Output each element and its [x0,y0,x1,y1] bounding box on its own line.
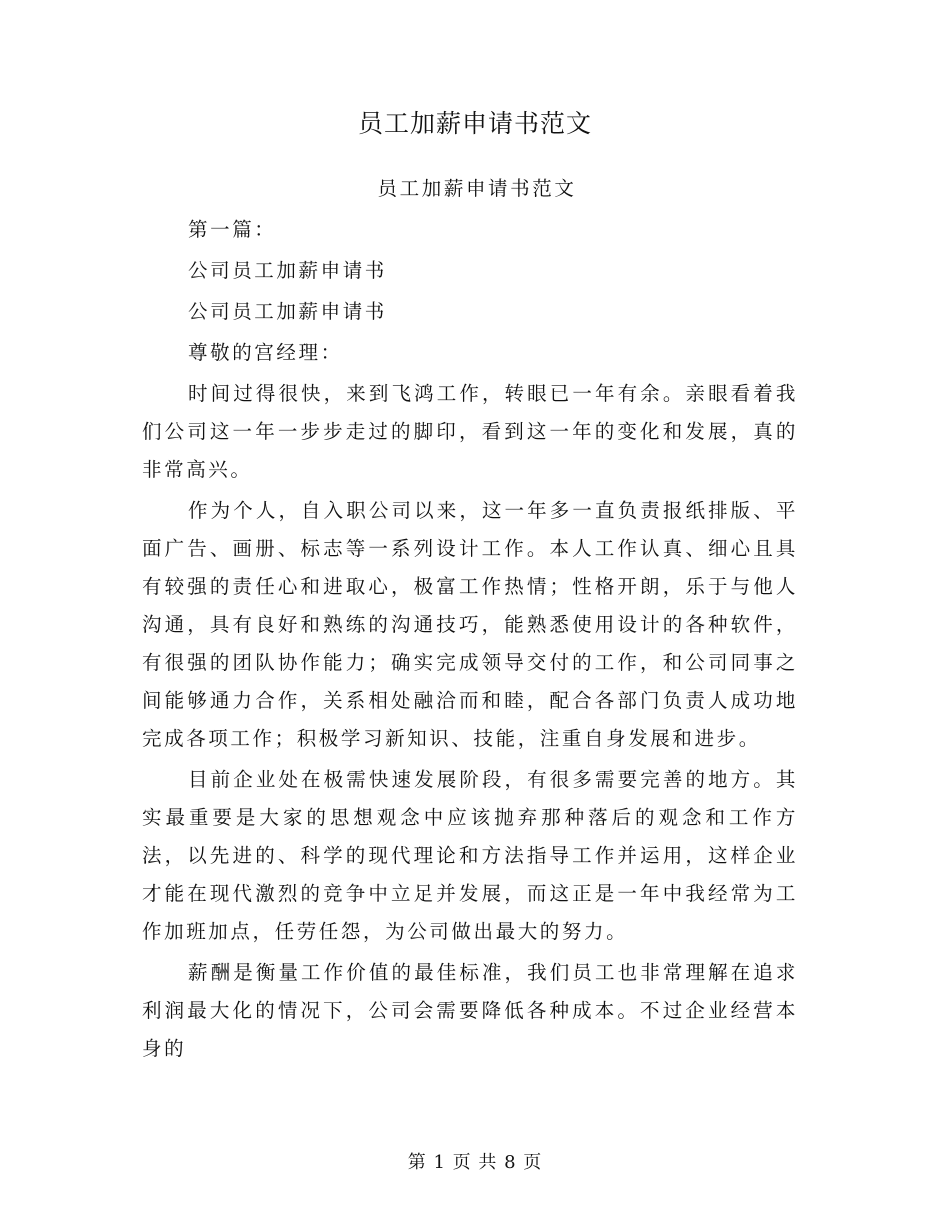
paragraph: 时间过得很快，来到飞鸿工作，转眼已一年有余。亲眼看着我们公司这一年一步步走过的脚印，看到这一年的变化和发展，真的非常高兴。 [142,382,798,481]
document-body [142,170,798,1071]
page-number-footer: 第 1 页 共 8 页 [407,1152,543,1173]
paragraph: 作为个人，自入职公司以来，这一年多一直负责报纸排版、平面广告、画册、标志等一系列设计工作。本人工作认真、细心且具有较强的责任心和进取心，极富工作热情；性格开朗，乐于与他人沟通，具有良好和熟练的沟通技巧，能熟悉使用设计的各种软件，有很强的团队协作能力；确实完成领导交付的工作，和公司同事之间能够通力合作，关系相处融洽而和睦，配合各部门负责人成功地完成各项工作；积极学习新知识、技能，注重自身发展和进步。 [142,499,798,750]
salutation: 尊敬的宫经理： [188,341,343,364]
section-label: 第一篇： [188,218,277,241]
letter-heading: 公司员工加薪申请书 [188,300,387,323]
section-heading: 公司员工加薪申请书 [188,259,387,282]
paragraph: 薪酬是衡量工作价值的最佳标准，我们员工也非常理解在追求利润最大化的情况下，公司会需要降低各种成本。不过企业经营本身的 [142,961,798,1060]
document-title: 员工加薪申请书范文 [357,109,592,138]
document-subtitle: 员工加薪申请书范文 [377,177,577,200]
paragraph: 目前企业处在极需快速发展阶段，有很多需要完善的地方。其实最重要是大家的思想观念中应该抛弃那种落后的观念和工作方法，以先进的、科学的现代理论和方法指导工作并运用，这样企业才能在现代激烈的竞争中立足并发展，而这正是一年中我经常为工作加班加点，任劳任怨，为公司做出最大的努力。 [142,768,798,943]
